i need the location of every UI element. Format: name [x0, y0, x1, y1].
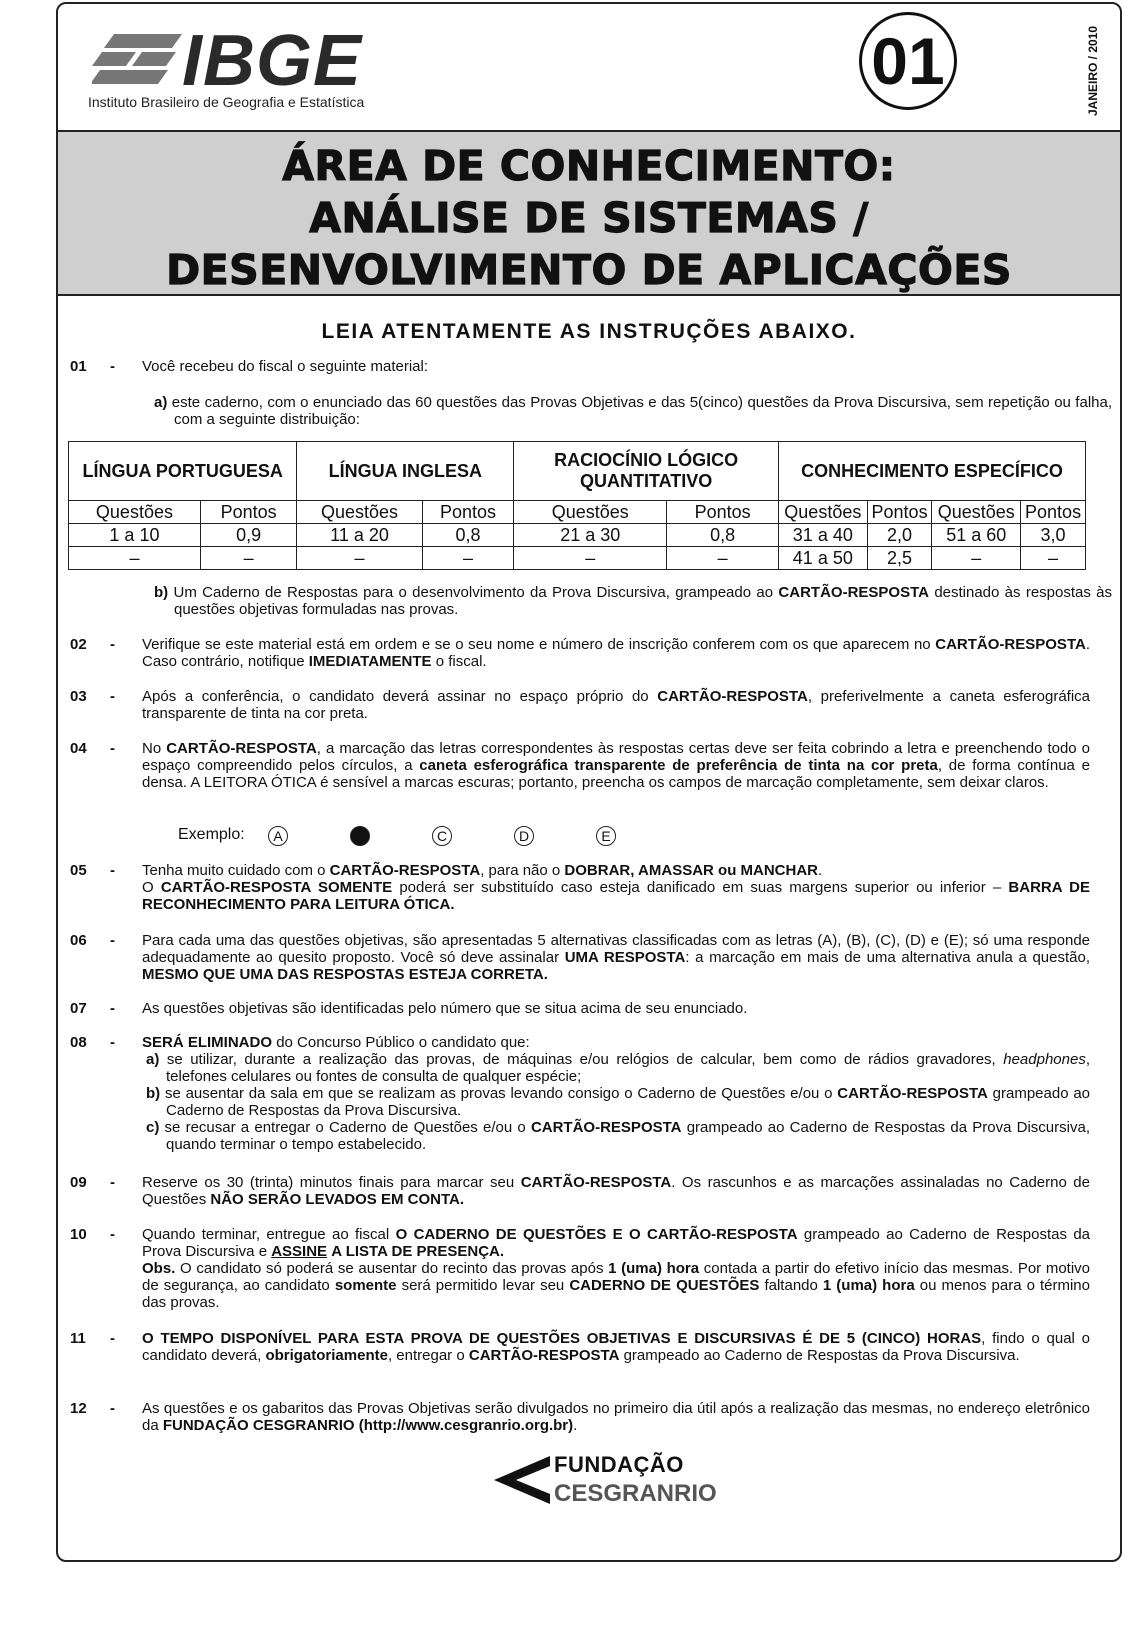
item-bold: CARTÃO-RESPOSTA — [837, 1085, 988, 1102]
item-bold: CARTÃO-RESPOSTA SOMENTE — [160, 879, 393, 896]
item-bold: O CADERNO DE QUESTÕES E O CARTÃO-RESPOSTA — [395, 1226, 798, 1243]
item-body — [152, 394, 1112, 428]
header — [58, 4, 1120, 132]
item-number: 10 — [70, 1226, 87, 1243]
item-text: será permitido levar seu — [401, 1277, 565, 1294]
table-header-row — [69, 501, 1086, 524]
item-text: As questões objetivas são identificadas pelo número que se situa acima de seu enunciado. — [142, 1000, 748, 1017]
item-text: faltando — [764, 1277, 818, 1294]
exam-date — [1078, 16, 1108, 126]
item-body — [142, 1226, 1090, 1311]
item-body — [142, 358, 1090, 375]
item-text: Reserve os 30 (trinta) minutos finais para marcar seu — [142, 1174, 515, 1191]
item-number: 02 — [70, 636, 87, 653]
table-cell: 0,8 — [667, 524, 779, 547]
item-text: . — [573, 1417, 578, 1434]
column-header: Pontos — [422, 501, 514, 524]
item-number: 06 — [70, 932, 87, 949]
item-number: 04 — [70, 740, 87, 757]
item-text: se recusar a entregar o Caderno de Questões e/ou o — [164, 1119, 526, 1136]
item-text: Um Caderno de Respostas para o desenvolvimento da Prova Discursiva, grampeado ao — [173, 584, 774, 601]
item-text: Quando terminar, entregue ao fiscal — [142, 1226, 390, 1243]
item-text: Tenha muito cuidado com o — [142, 862, 326, 879]
item-label: a) — [146, 1051, 160, 1068]
item-bold: DOBRAR, AMASSAR ou MANCHAR — [564, 862, 819, 879]
item-body — [142, 636, 1090, 670]
item-text: poderá ser substituído caso esteja danificado em suas margens superior ou inferior – — [399, 879, 1002, 896]
column-header: Questões — [514, 501, 667, 524]
item-dash: - — [110, 862, 115, 879]
item-text: Para cada uma das questões objetivas, são apresentadas 5 alternativas classificadas com as letras (A), (B), (C), (D) e (E); só uma responde adequadamente ao quesito proposto. Você só deve assinalar — [142, 932, 1090, 966]
bubble-c: C — [432, 826, 452, 846]
item-label: a) — [154, 394, 168, 411]
cesgranrio-logo — [494, 1452, 717, 1512]
item-text: grampeado ao Caderno de Respostas da Prova Discursiva. — [166, 1085, 1091, 1119]
item-dash: - — [110, 1330, 115, 1347]
item-text: se ausentar da sala em que se realizam as provas levando consigo o Caderno de Questões e/ou o — [164, 1085, 833, 1102]
item-text: grampeado ao Caderno de Respostas da Prova Discursiva, quando terminar o tempo estabelecido. — [166, 1119, 1090, 1153]
item-bold: 1 (uma) hora — [822, 1277, 915, 1294]
column-header: Questões — [69, 501, 201, 524]
item-text: , preferivelmente a caneta esferográfica transparente de tinta na cor preta. — [142, 688, 1090, 722]
item-number: 05 — [70, 862, 87, 879]
table-cell: 31 a 40 — [779, 524, 868, 547]
item-dash: - — [110, 688, 115, 705]
item-text: o fiscal. — [435, 653, 487, 670]
item-text: grampeado ao Caderno de Respostas da Prova Discursiva. — [623, 1347, 1020, 1364]
ibge-logo — [86, 21, 426, 116]
item-text: contada a partir do efetivo início das mesmas. Por motivo de segurança, ao candidato — [142, 1260, 1091, 1294]
cesgranrio-arrow-icon — [494, 1456, 550, 1504]
column-header: Pontos — [200, 501, 296, 524]
bubble-d: D — [514, 826, 534, 846]
instructions-heading: LEIA ATENTAMENTE AS INSTRUÇÕES ABAIXO. — [321, 320, 857, 343]
item-text: . — [818, 862, 823, 879]
column-header: Pontos — [867, 501, 932, 524]
item-body — [142, 1330, 1090, 1364]
item-text: , de forma contínua e densa. A LEITORA ÓTICA é sensível a marcas escuras; portanto, preencha os campos de marcação completamente, sem deixar claros. — [142, 757, 1090, 791]
item-dash: - — [110, 740, 115, 757]
item-underline: ASSINE — [271, 1243, 328, 1260]
item-text: : a marcação em mais de uma alternativa anula a questão, — [685, 949, 1090, 966]
table-cell: 51 a 60 — [932, 524, 1021, 547]
item-body — [142, 1400, 1090, 1434]
item-body — [152, 584, 1112, 618]
item-body — [142, 932, 1090, 983]
item-text: , a marcação das letras correspondentes às respostas certas deve ser feita cobrindo a letra e preenchendo todo o espaço compreendido pelos círculos, a — [142, 740, 1090, 774]
item-bold: SERÁ ELIMINADO — [142, 1034, 273, 1051]
table-row — [69, 524, 1086, 547]
item-dash: - — [110, 636, 115, 653]
column-header: Questões — [779, 501, 868, 524]
table-cell: – — [69, 547, 201, 570]
item-dash: - — [110, 1000, 115, 1017]
item-text: Verifique se este material está em ordem e se o seu nome e número de inscrição conferem com os que aparecem no — [142, 636, 931, 653]
item-bold: A LISTA DE PRESENÇA. — [331, 1243, 505, 1260]
item-bold: IMEDIATAMENTE — [308, 653, 432, 670]
item-bold: obrigatoriamente — [265, 1347, 388, 1364]
table-cell: – — [932, 547, 1021, 570]
item-bold: FUNDAÇÃO CESGRANRIO (http://www.cesgranrio.org.br) — [162, 1417, 574, 1434]
table-cell: 2,0 — [867, 524, 932, 547]
table-cell: 3,0 — [1021, 524, 1086, 547]
item-bold: CARTÃO-RESPOSTA — [329, 862, 481, 879]
title-line-1: ÁREA DE CONHECIMENTO: — [282, 142, 896, 190]
item-body — [142, 740, 1090, 791]
column-header: Questões — [932, 501, 1021, 524]
item-bold: somente — [334, 1277, 397, 1294]
table-row — [69, 547, 1086, 570]
item-text: grampeado ao Caderno de Respostas da Prova Discursiva e — [142, 1226, 1091, 1260]
item-text: , telefones celulares ou fontes de consulta de qualquer espécie; — [166, 1051, 1091, 1085]
example-label: Exemplo: — [178, 826, 245, 843]
item-body — [142, 1174, 1090, 1208]
item-text: destinado às respostas às questões objetivas formuladas nas provas. — [174, 584, 1113, 618]
table-cell: 0,9 — [200, 524, 296, 547]
ibge-logo-icon — [92, 34, 182, 90]
bubble-e: E — [596, 826, 616, 846]
item-text: No — [142, 740, 162, 757]
table-cell: 11 a 20 — [297, 524, 422, 547]
group-header: LÍNGUA PORTUGUESA — [69, 442, 297, 501]
item-text: , entregar o — [387, 1347, 465, 1364]
page-frame — [56, 2, 1122, 1562]
column-header: Pontos — [1021, 501, 1086, 524]
item-bold: caneta esferográfica transparente de preferência de tinta na cor preta — [419, 757, 938, 774]
item-bold: 1 (uma) hora — [608, 1260, 700, 1277]
item-text: Após a conferência, o candidato deverá assinar no espaço próprio do — [142, 688, 649, 705]
table-cell: – — [422, 547, 514, 570]
item-number: 07 — [70, 1000, 87, 1017]
item-bold: CADERNO DE QUESTÕES — [569, 1277, 760, 1294]
item-text: O candidato só poderá se ausentar do recinto das provas após — [180, 1260, 604, 1277]
item-dash: - — [110, 932, 115, 949]
item-number: 08 — [70, 1034, 87, 1051]
title-band — [58, 132, 1120, 296]
item-bold: CARTÃO-RESPOSTA — [520, 1174, 672, 1191]
item-text: do Concurso Público o candidato que: — [276, 1034, 530, 1051]
table-cell: – — [514, 547, 667, 570]
table-cell: – — [200, 547, 296, 570]
item-text: Você recebeu do fiscal o seguinte material: — [142, 358, 429, 375]
item-body — [142, 688, 1090, 722]
table-cell: – — [1021, 547, 1086, 570]
item-label: b) — [146, 1085, 161, 1102]
column-header: Pontos — [667, 501, 779, 524]
title-line-3: DESENVOLVIMENTO DE APLICAÇÕES — [166, 246, 1012, 294]
booklet-number: 01 — [859, 12, 957, 110]
item-bold: CARTÃO-RESPOSTA — [778, 584, 929, 601]
distribution-table — [68, 441, 1086, 570]
item-text: As questões e os gabaritos das Provas Objetivas serão divulgados no primeiro dia útil após a realização das mesmas, no endereço eletrônico da — [142, 1400, 1090, 1434]
item-bold: CARTÃO-RESPOSTA — [657, 688, 808, 705]
item-number: 01 — [70, 358, 87, 375]
item-bold: UMA RESPOSTA — [564, 949, 686, 966]
item-obs: Obs. — [142, 1260, 176, 1277]
table-cell: 41 a 50 — [779, 547, 868, 570]
item-bold: CARTÃO-RESPOSTA — [935, 636, 1086, 653]
item-bold: CARTÃO-RESPOSTA — [166, 740, 317, 757]
bubble-b-filled — [350, 826, 370, 846]
logo-text: IBGE — [182, 21, 363, 101]
table-cell: 2,5 — [867, 547, 932, 570]
item-text: , para não o — [480, 862, 561, 879]
group-header: RACIOCÍNIO LÓGICO QUANTITATIVO — [514, 442, 779, 501]
column-header: Questões — [297, 501, 422, 524]
item-dash: - — [110, 1400, 115, 1417]
item-number: 11 — [70, 1330, 86, 1347]
table-cell: – — [667, 547, 779, 570]
table-cell: – — [297, 547, 422, 570]
table-cell: 1 a 10 — [69, 524, 201, 547]
title-line-2: ANÁLISE DE SISTEMAS / — [309, 194, 869, 242]
item-bold: CARTÃO-RESPOSTA — [468, 1347, 620, 1364]
item-label: c) — [146, 1119, 160, 1136]
item-bold: NÃO SERÃO LEVADOS EM CONTA. — [210, 1191, 465, 1208]
group-header: CONHECIMENTO ESPECÍFICO — [779, 442, 1086, 501]
logo-subtitle: Instituto Brasileiro de Geografia e Estatística — [88, 94, 365, 110]
item-text: se utilizar, durante a realização das provas, de máquinas e/ou relógios de calcular, bem como de rádios gravadores, — [166, 1051, 996, 1068]
group-header: LÍNGUA INGLESA — [297, 442, 514, 501]
item-bold: CARTÃO-RESPOSTA — [530, 1119, 682, 1136]
item-body — [142, 862, 1090, 913]
table-cell: 0,8 — [422, 524, 514, 547]
item-dash: - — [110, 1034, 115, 1051]
item-bold: MESMO QUE UMA DAS RESPOSTAS ESTEJA CORRETA. — [142, 966, 548, 983]
table-group-row — [69, 442, 1086, 501]
item-number: 09 — [70, 1174, 87, 1191]
item-dash: - — [110, 1174, 115, 1191]
item-bold: BARRA DE RECONHECIMENTO PARA LEITURA ÓTICA. — [142, 879, 1090, 913]
item-italic: headphones — [1003, 1051, 1086, 1068]
item-dash: - — [110, 1226, 115, 1243]
item-number: 12 — [70, 1400, 87, 1417]
item-number: 03 — [70, 688, 87, 705]
item-text: O — [142, 879, 154, 896]
item-text: ou menos para o término das provas. — [142, 1277, 1090, 1311]
item-text: . Os rascunhos e as marcações assinaladas no Caderno de Questões — [142, 1174, 1090, 1208]
table-cell: 21 a 30 — [514, 524, 667, 547]
item-bold: O TEMPO DISPONÍVEL PARA ESTA PROVA DE QUESTÕES OBJETIVAS E DISCURSIVAS É DE 5 (CINCO) HORAS — [142, 1330, 982, 1347]
item-text: este caderno, com o enunciado das 60 questões das Provas Objetivas e das 5(cinco) questões da Prova Discursiva, sem repetição ou falha, com a seguinte distribuição: — [171, 394, 1113, 428]
item-body — [142, 1034, 1090, 1153]
fundacao-text: FUNDAÇÃO — [554, 1452, 684, 1477]
cesgranrio-text: CESGRANRIO — [554, 1480, 717, 1507]
item-text: . Caso contrário, notifique — [142, 636, 1090, 670]
item-label: b) — [154, 584, 169, 601]
item-dash: - — [110, 358, 115, 375]
exam-date-text: JANEIRO / 2010 — [1086, 25, 1100, 117]
item-text: , findo o qual o candidato deverá, — [142, 1330, 1090, 1364]
item-body — [142, 1000, 1090, 1017]
bubble-a: A — [268, 826, 288, 846]
